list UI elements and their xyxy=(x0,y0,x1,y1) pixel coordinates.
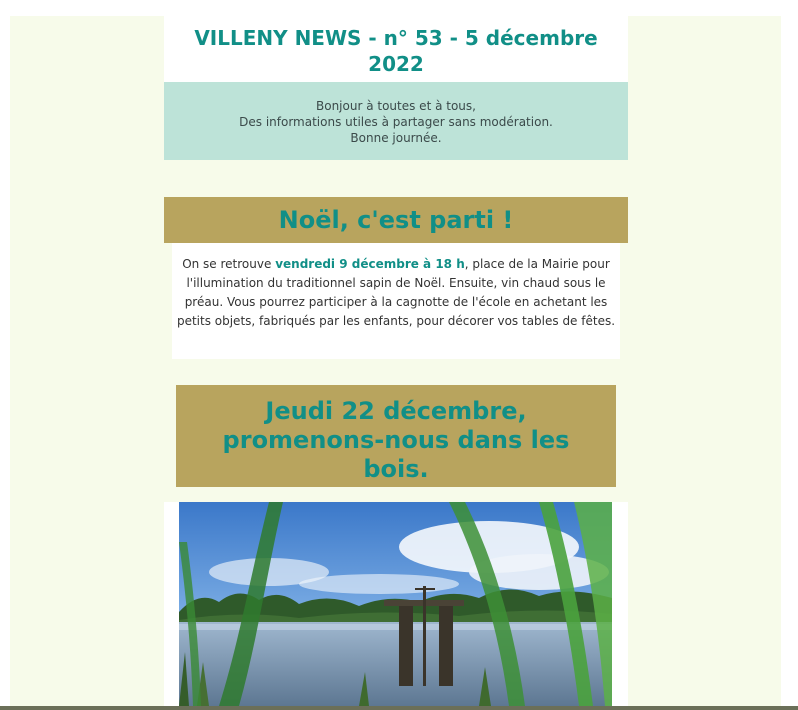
newsletter-header xyxy=(164,16,628,82)
intro-greeting: Bonjour à toutes et à tous, xyxy=(316,99,476,113)
section-walk-heading: Jeudi 22 décembre, promenons-nous dans les bois. xyxy=(222,397,570,483)
intro-signoff: Bonne journée. xyxy=(350,131,442,145)
section-noel-text xyxy=(172,243,620,359)
intro-info: Des informations utiles à partager sans modération. xyxy=(239,115,553,129)
newsletter-title: VILLENY NEWS - n° 53 - 5 décembre 2022 xyxy=(194,26,598,76)
noel-date-highlight: vendredi 9 décembre à 18 h xyxy=(275,257,465,271)
intro-box xyxy=(164,82,628,160)
window-bottom-edge xyxy=(0,706,798,710)
section-noel-banner xyxy=(164,197,628,243)
pond-photo xyxy=(179,502,612,706)
section-walk-banner xyxy=(176,385,616,487)
section-noel-heading: Noël, c'est parti ! xyxy=(278,206,514,234)
noel-text-body: , place de la Mairie pour l'illumination du traditionnel sapin de Noël. Ensuite, vin chaud sous le préau. Vous pourrez participer à la cagnotte de l'école en achetant les petits objets, fabriqués par les enfants, pour décorer vos tables de fêtes. xyxy=(176,257,616,328)
noel-text-intro: On se retrouve xyxy=(182,257,276,271)
